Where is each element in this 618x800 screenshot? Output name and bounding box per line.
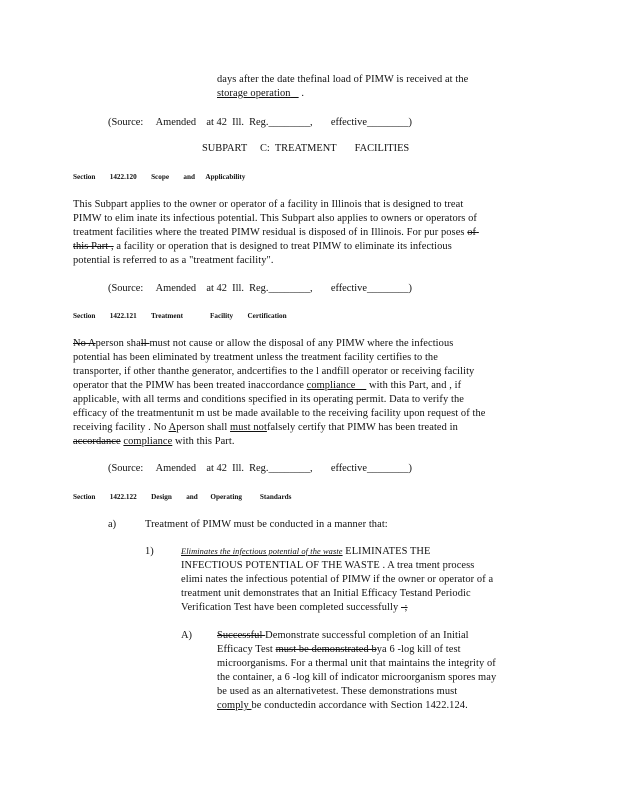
item-1-line-2: INFECTIOUS POTENTIAL OF THE WASTE . A trea tment process (181, 560, 475, 571)
item-A-line-1: Successful Demonstrate successful completion of an Initial (217, 630, 469, 641)
p121-line-7: receiving facility . No Aperson shall must notfalsely certify that PIMW has been treated in (73, 422, 458, 433)
section-heading-122: Section 1422.122 Design and Operating Standards (73, 492, 292, 502)
p120-line-5: potential is referred to as a "treatment facility". (73, 255, 274, 266)
item-A-line-5: be used as an alternativetest. These demonstrations must (217, 686, 458, 697)
item-a-label: a) (108, 519, 117, 530)
p121-line-4: operator that the PIMW has been treated inaccordance compliance with this Part, and , if (73, 380, 462, 391)
source-note-1: (Source: Amended at 42 Ill. Reg.________, effective________) (108, 117, 412, 128)
subpart-title: SUBPART C: TREATMENT FACILITIES (202, 143, 410, 154)
item-1-line-4: treatment unit demonstrates that an Initial Efficacy Testand Periodic (181, 588, 471, 599)
intro-line-2: storage operation . (217, 88, 305, 99)
section-heading-120: Section 1422.120 Scope and Applicability (73, 172, 246, 182)
p121-line-1: No Aperson shall must not cause or allow the disposal of any PIMW where the infectious (73, 338, 454, 349)
p120-line-2: PIMW to elim inate its infectious potential. This Subpart also applies to owners or operators of (73, 213, 477, 224)
p121-line-2: potential has been eliminated by treatment unless the treatment facility certifies to the (73, 352, 438, 363)
item-1-label: 1) (145, 546, 154, 557)
p121-line-6: efficacy of the treatmentunit m ust be made available to the receiving facility upon request of the (73, 408, 486, 419)
item-1-line-3: elimi nates the infectious potential of PIMW if the owner or operator of a (181, 574, 494, 585)
item-a-text: Treatment of PIMW must be conducted in a manner that: (145, 519, 388, 530)
section-heading-121: Section 1422.121 Treatment Facility Certification (73, 311, 287, 321)
p121-line-8: accordance compliance with this Part. (73, 436, 235, 447)
source-note-3: (Source: Amended at 42 Ill. Reg.________, effective________) (108, 463, 412, 474)
item-A-line-3: microorganisms. For a thermal unit that maintains the integrity of (217, 658, 496, 669)
item-A-line-4: the container, a 6 -log kill of indicator microorganism spores may (217, 672, 497, 683)
source-note-2: (Source: Amended at 42 Ill. Reg.________, effective________) (108, 283, 412, 294)
item-A-line-6: comply be conductedin accordance with Section 1422.124. (217, 700, 468, 711)
intro-line-1: days after the date thefinal load of PIMW is received at the (217, 74, 469, 85)
p120-line-4: this Part , a facility or operation that is designed to treat PIMW to eliminate its infectious (73, 241, 452, 252)
item-A-label: A) (181, 630, 192, 641)
item-1-line-5: Verification Test have been completed successfully -; (181, 602, 408, 613)
p120-line-1: This Subpart applies to the owner or operator of a facility in Illinois that is designed to treat (73, 199, 464, 210)
p120-line-3: treatment facilities where the treated PIMW residual is disposed of in Illinois. For pur poses of (73, 227, 477, 238)
item-1-line-1: Eliminates the infectious potential of the waste ELIMINATES THE (181, 546, 431, 557)
item-A-line-2: Efficacy Test must be demonstrated bya 6 -log kill of test (217, 644, 461, 655)
p121-line-3: transporter, if other thanthe generator, andcertifies to the l andfill operator or receiving facility (73, 366, 475, 377)
p121-line-5: applicable, with all terms and conditions specified in its operating permit. Data to verify the (73, 394, 464, 405)
